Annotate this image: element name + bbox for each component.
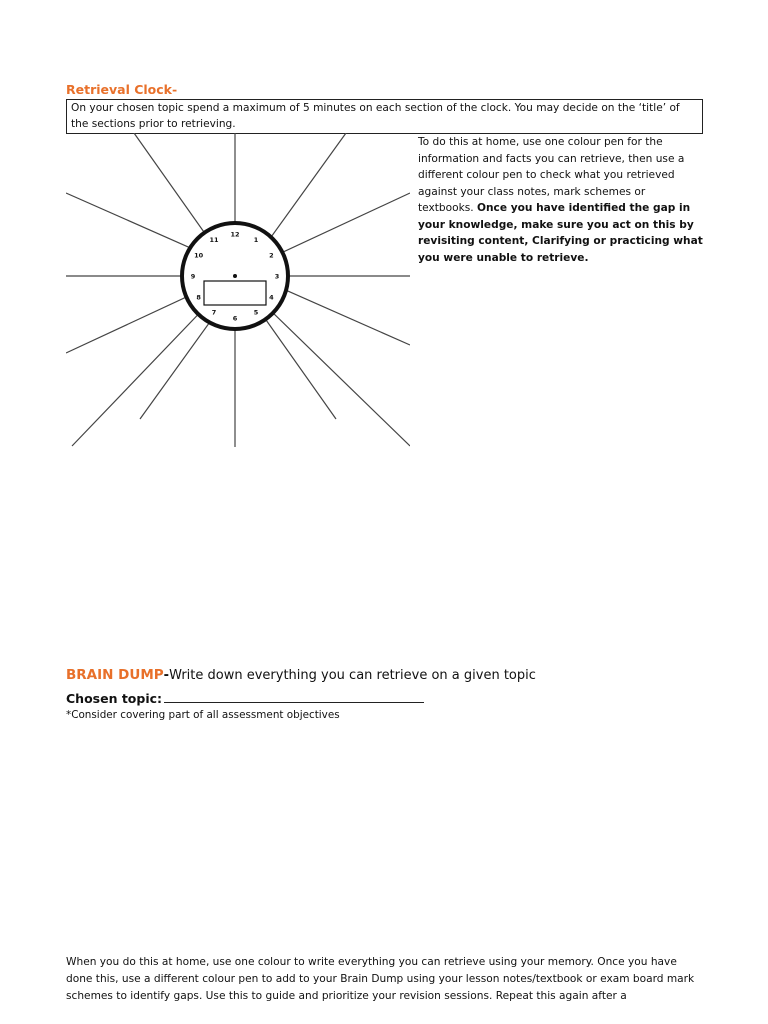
- clock-center: [233, 274, 237, 278]
- brain-dump-dash: -: [163, 668, 170, 683]
- clock-numeral: 2: [269, 251, 274, 260]
- brain-dump-subtitle: Write down everything you can retrieve on a given topic: [169, 668, 536, 683]
- clock-numeral: 9: [190, 272, 196, 281]
- chosen-topic-row: [66, 690, 424, 706]
- clock-label-box: [204, 281, 266, 305]
- chosen-topic-label: Chosen topic:: [66, 691, 163, 706]
- home-instructions: [418, 134, 703, 266]
- clock-numeral: 7: [211, 308, 217, 317]
- brain-dump-title: BRAIN DUMP: [66, 667, 164, 683]
- retrieval-clock-diagram: [66, 133, 410, 447]
- clock-numeral: 5: [253, 308, 259, 317]
- home-instructions-plain: To do this at home, use one colour pen for the information and facts you can retrieve, then use a different colour pen to check what you retrieved against your class notes, mark schemes or textbooks.: [418, 136, 685, 214]
- retrieval-clock-title: Retrieval Clock-: [66, 82, 178, 97]
- assessment-note: *Consider covering part of all assessment objectives: [66, 709, 340, 721]
- home-instructions-bold: Once you have identified the gap in your knowledge, make sure you act on this by revisiting content, Clarifying or practicing what you were unable to retrieve.: [418, 202, 703, 264]
- clock-numeral: 4: [269, 293, 274, 302]
- chosen-topic-blank[interactable]: [164, 690, 424, 703]
- clock-numeral: 1: [253, 235, 259, 244]
- clock-numeral: 10: [194, 251, 204, 260]
- clock-numeral: 11: [209, 235, 219, 244]
- clock-numeral: 3: [274, 272, 280, 281]
- brain-dump-heading: [66, 666, 536, 685]
- instructions-box: On your chosen topic spend a maximum of 5 minutes on each section of the clock. You may decide on the ‘title’ of the sections prior to retrieving.: [66, 99, 703, 134]
- footer-instructions: When you do this at home, use one colour to write everything you can retrieve using your memory. Once you have done this, use a different colour pen to add to your Brain Dump using your lesson notes/textbook or exam board mark schemes to identify gaps. Use this to guide and prioritize your revision sessions. Repeat this again after a: [66, 956, 695, 1002]
- clock-numeral: 12: [230, 230, 240, 239]
- clock-numeral: 6: [232, 314, 238, 323]
- clock-numeral: 8: [196, 293, 201, 302]
